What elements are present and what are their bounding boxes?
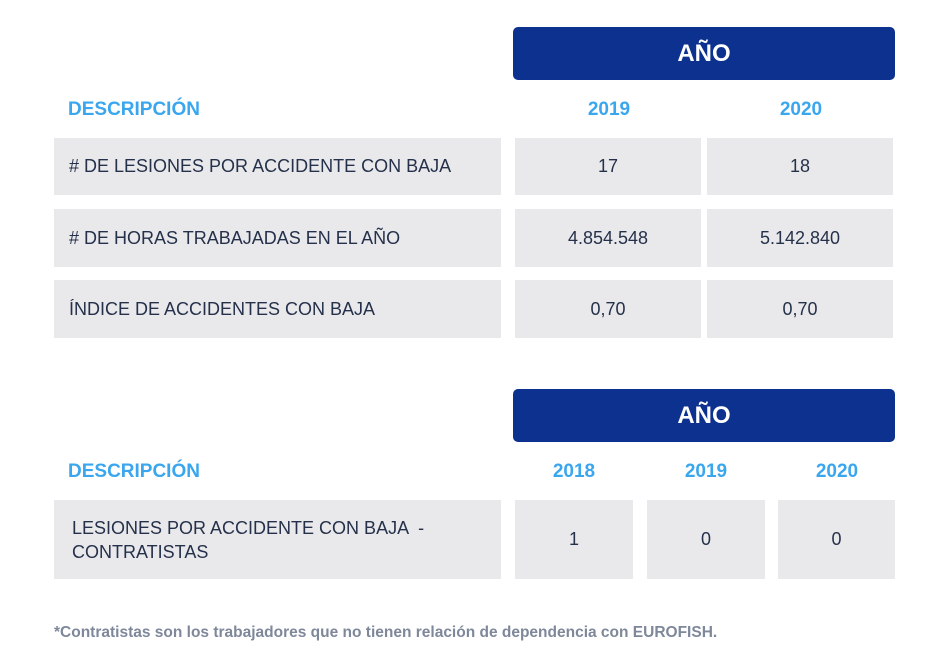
table1-row3-label: ÍNDICE DE ACCIDENTES CON BAJA bbox=[54, 280, 501, 338]
table1-row3-2020-value: 0,70 bbox=[707, 280, 893, 338]
table1-row1-label: # DE LESIONES POR ACCIDENTE CON BAJA bbox=[54, 138, 501, 195]
table2-row1-2020-value: 0 bbox=[778, 500, 895, 579]
table2-year-2019-header: 2019 bbox=[684, 461, 728, 482]
table1-year-2019-header: 2019 bbox=[587, 99, 631, 120]
table2-row1-label-line2: CONTRATISTAS bbox=[72, 541, 209, 562]
table2-year-2020-header: 2020 bbox=[815, 461, 859, 482]
table1-description-header: DESCRIPCIÓN bbox=[68, 99, 200, 120]
footnote: *Contratistas son los trabajadores que no tienen relación de dependencia con EUROFISH. bbox=[54, 624, 718, 641]
table2-row1-2019-value: 0 bbox=[647, 500, 765, 579]
table2-row1-2018-value: 1 bbox=[515, 500, 633, 579]
table1-year-2020-header: 2020 bbox=[779, 99, 823, 120]
table1-row2-2020-value: 5.142.840 bbox=[707, 209, 893, 267]
table2-row1-label bbox=[54, 500, 501, 579]
table2-year-2018-header: 2018 bbox=[552, 461, 596, 482]
table1-row1-2019-value: 17 bbox=[515, 138, 701, 195]
table1-year-banner: AÑO bbox=[513, 27, 895, 80]
table1-row1-2020-value: 18 bbox=[707, 138, 893, 195]
table1-row2-2019-value: 4.854.548 bbox=[515, 209, 701, 267]
table1-row3-2019-value: 0,70 bbox=[515, 280, 701, 338]
table2-description-header: DESCRIPCIÓN bbox=[68, 461, 200, 482]
table2-year-banner: AÑO bbox=[513, 389, 895, 442]
table2-row1-label-line1: LESIONES POR ACCIDENTE CON BAJA - bbox=[72, 517, 425, 538]
table1-row2-label: # DE HORAS TRABAJADAS EN EL AÑO bbox=[54, 209, 501, 267]
